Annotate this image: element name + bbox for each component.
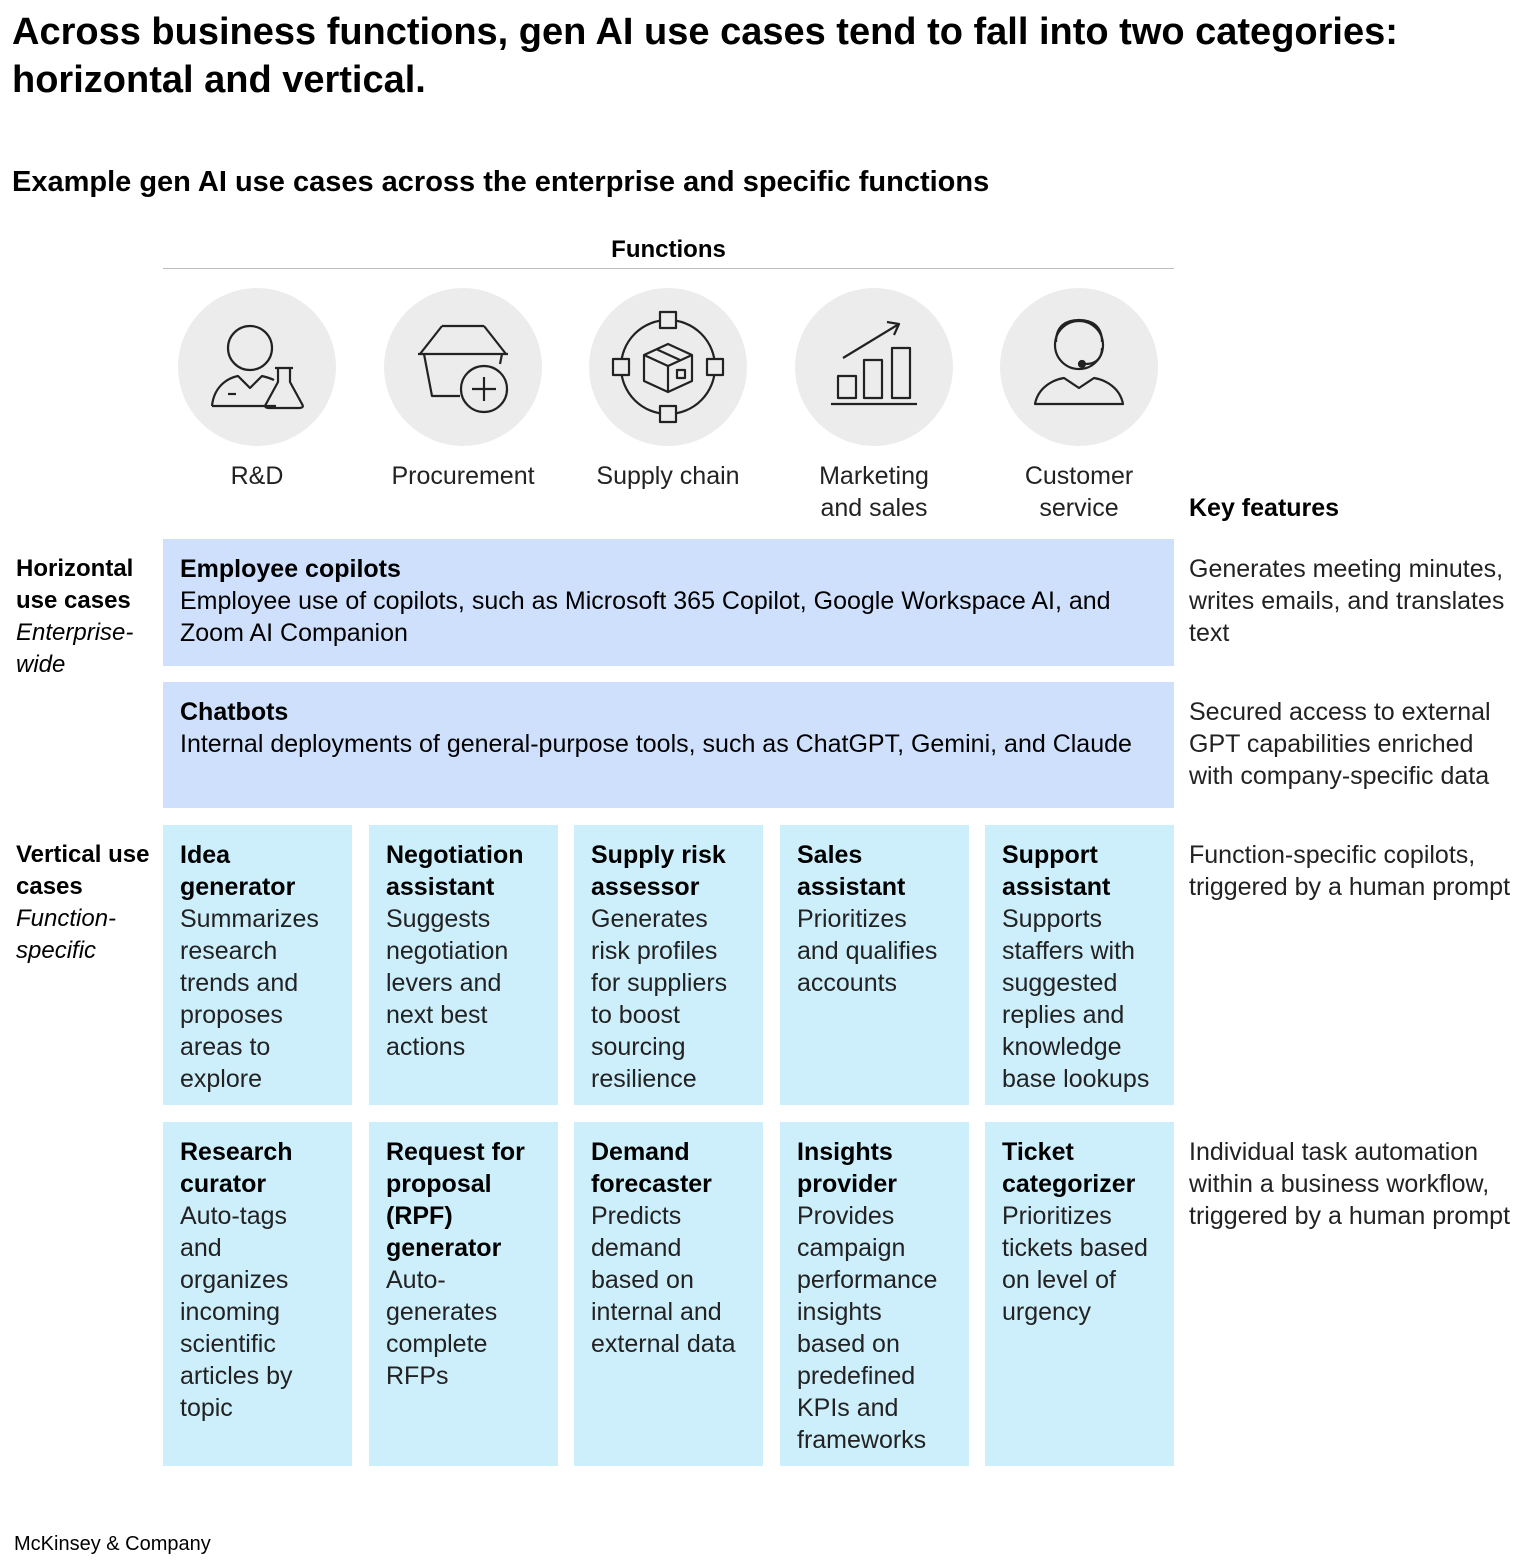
use-case-support-assistant: [985, 825, 1174, 1105]
use-case-title: Support assistant: [1002, 841, 1111, 901]
use-case-ticket-categorizer: [985, 1122, 1174, 1466]
use-case-description: Employee use of copilots, such as Microsoft 365 Copilot, Google Workspace AI, and Zoom AI Companion: [180, 587, 1111, 647]
function-label-marketing-sales: Marketing and sales: [819, 462, 929, 522]
function-label-customer-service: Customer service: [1024, 462, 1134, 522]
use-case-description: Internal deployments of general-purpose tools, such as ChatGPT, Gemini, and Claude: [180, 730, 1132, 758]
function-label-supply-chain: Supply chain: [596, 462, 740, 490]
use-case-title: Demand forecaster: [591, 1138, 712, 1198]
use-case-description: Provides campaign performance insights based on predefined KPIs and frameworks: [797, 1202, 938, 1454]
use-case-title: Employee copilots: [180, 555, 401, 583]
horizontal-title: Horizontal use cases: [16, 555, 134, 614]
key-feature-task-automation: Individual task automation within a business workflow, triggered by a human prompt: [1189, 1138, 1511, 1230]
use-case-title: Research curator: [180, 1138, 293, 1198]
use-case-title: Ticket categorizer: [1002, 1138, 1136, 1198]
use-case-title: Negotiation assistant: [386, 841, 524, 901]
key-feature-employee-copilots: Generates meeting minutes, writes emails, and translates text: [1189, 555, 1505, 647]
use-case-description: Prioritizes and qualifies accounts: [797, 905, 938, 997]
use-case-sales-assistant: [780, 825, 969, 1105]
use-case-rfp-generator: [369, 1122, 558, 1466]
page-title: Across business functions, gen AI use cases tend to fall into two categories: horizontal and vertical.: [12, 11, 1398, 101]
page-subtitle: Example gen AI use cases across the enterprise and specific functions: [12, 166, 990, 198]
use-case-title: Sales assistant: [797, 841, 906, 901]
use-case-negotiation-assistant: [369, 825, 558, 1105]
use-case-title: Supply risk assessor: [591, 841, 726, 901]
use-case-idea-generator: [163, 825, 352, 1105]
package-network-icon: [589, 288, 747, 446]
key-feature-function-copilots: Function-specific copilots, triggered by a human prompt: [1189, 841, 1511, 901]
footer-source: McKinsey & Company: [14, 1533, 211, 1555]
horizontal-sublabel: Enterprise-wide: [16, 619, 134, 678]
use-case-description: Generates risk profiles for suppliers to boost sourcing resilience: [591, 905, 728, 1093]
basket-add-icon: [384, 288, 542, 446]
use-case-demand-forecaster: [574, 1122, 763, 1466]
vertical-sublabel: Function-specific: [16, 905, 117, 964]
use-case-insights-provider: [780, 1122, 969, 1466]
key-features-heading: Key features: [1189, 494, 1340, 522]
function-label-rnd: R&D: [230, 462, 284, 490]
use-case-description: Summarizes research trends and proposes areas to explore: [180, 905, 319, 1093]
use-case-chatbots: [163, 682, 1174, 808]
use-case-description: Supports staffers with suggested replies and knowledge base lookups: [1002, 905, 1150, 1093]
scientist-icon: [178, 288, 336, 446]
use-case-title: Idea generator: [180, 841, 296, 901]
vertical-label: [16, 839, 156, 967]
function-label-procurement: Procurement: [391, 462, 535, 490]
functions-divider: [163, 268, 1174, 269]
headset-agent-icon: [1000, 288, 1158, 446]
key-feature-chatbots: Secured access to external GPT capabilities enriched with company-specific data: [1189, 698, 1491, 790]
use-case-description: Suggests negotiation levers and next best actions: [386, 905, 509, 1061]
vertical-title: Vertical use cases: [16, 841, 150, 900]
use-case-title: Chatbots: [180, 698, 289, 726]
use-case-title: Insights provider: [797, 1138, 898, 1198]
use-case-employee-copilots: [163, 539, 1174, 666]
functions-heading: Functions: [611, 236, 726, 263]
use-case-description: Auto-generates complete RFPs: [386, 1266, 498, 1390]
use-case-description: Predicts demand based on internal and external data: [591, 1202, 736, 1358]
use-case-research-curator: [163, 1122, 352, 1466]
use-case-title: Request for proposal (RPF) generator: [386, 1138, 525, 1262]
use-case-description: Auto-tags and organizes incoming scientific articles by topic: [180, 1202, 293, 1422]
growth-chart-icon: [795, 288, 953, 446]
use-case-description: Prioritizes tickets based on level of urgency: [1002, 1202, 1148, 1326]
use-case-supply-risk-assessor: [574, 825, 763, 1105]
horizontal-label: [16, 553, 156, 681]
